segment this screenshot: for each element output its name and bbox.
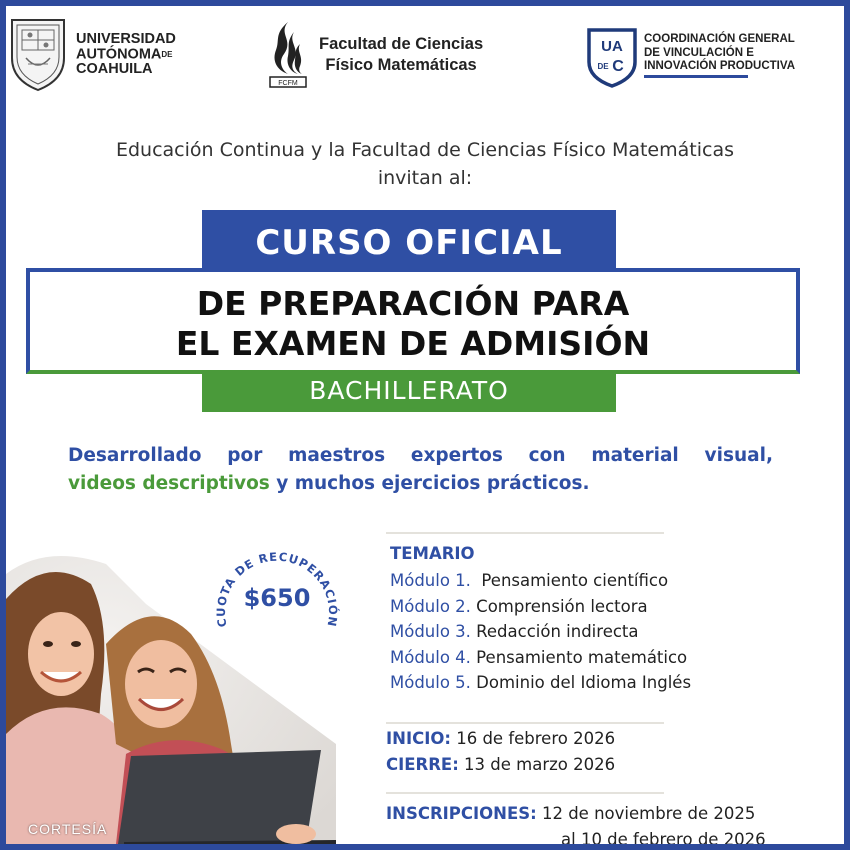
module-item: Módulo 1. Pensamiento científico [390,571,669,590]
course-description: Desarrollado por maestros expertos con material visual, videos descriptivos y muchos ejercicios prácticos. [68,445,773,494]
cgvip-name: COORDINACIÓN GENERAL DE VINCULACIÓN E INNOVACIÓN PRODUCTIVA [644,33,795,72]
flame-logo-icon [264,20,312,90]
module-item: Módulo 3. Redacción indirecta [390,622,639,641]
uac-letters-bottom: C [612,58,624,75]
flyer [6,6,844,844]
uadec-name: UNIVERSIDAD AUTÓNOMADE COAHUILA [76,31,176,78]
divider [386,532,664,534]
uac-letters-top: UA [601,38,623,55]
registration-dates: INSCRIPCIONES: 12 de noviembre de 2025 al 10 de febrero de 2026 [386,804,766,844]
course-badge-top: CURSO OFICIAL [202,210,616,276]
start-date: INICIO: 16 de febrero 2026 [386,729,616,748]
invitation-text: Educación Continua y la Facultad de Ciencias Físico Matemáticas invitan al: [115,139,734,189]
uac-letters-mid: DE [597,62,609,71]
cuota-arc-text: CUOTA DE RECUPERACIÓN [213,549,341,629]
photo-credit: CORTESÍA [28,821,108,837]
module-item: Módulo 4. Pensamiento matemático [390,647,688,667]
fcfm-name: Facultad de Ciencias Físico Matemáticas [319,35,484,74]
divider [386,792,664,794]
cgvip-underline [644,75,748,78]
end-date: CIERRE: 13 de marzo 2026 [386,755,616,774]
university-shield-icon [8,14,68,92]
cuota-price: $650 [243,584,311,612]
temario-title: TEMARIO [390,544,475,563]
course-badge-bottom: BACHILLERATO [202,370,616,412]
module-item: Módulo 5. Dominio del Idioma Inglés [390,673,692,692]
course-dates [386,726,615,778]
fcfm-logo-caption: FCFM [278,80,298,87]
course-title: DE PREPARACIÓN PARA EL EXAMEN DE ADMISIÓN [26,268,800,374]
divider [386,722,664,724]
uadec-shield-icon [586,26,638,88]
module-item: Módulo 2. Comprensión lectora [390,596,648,616]
module-list [390,568,691,696]
